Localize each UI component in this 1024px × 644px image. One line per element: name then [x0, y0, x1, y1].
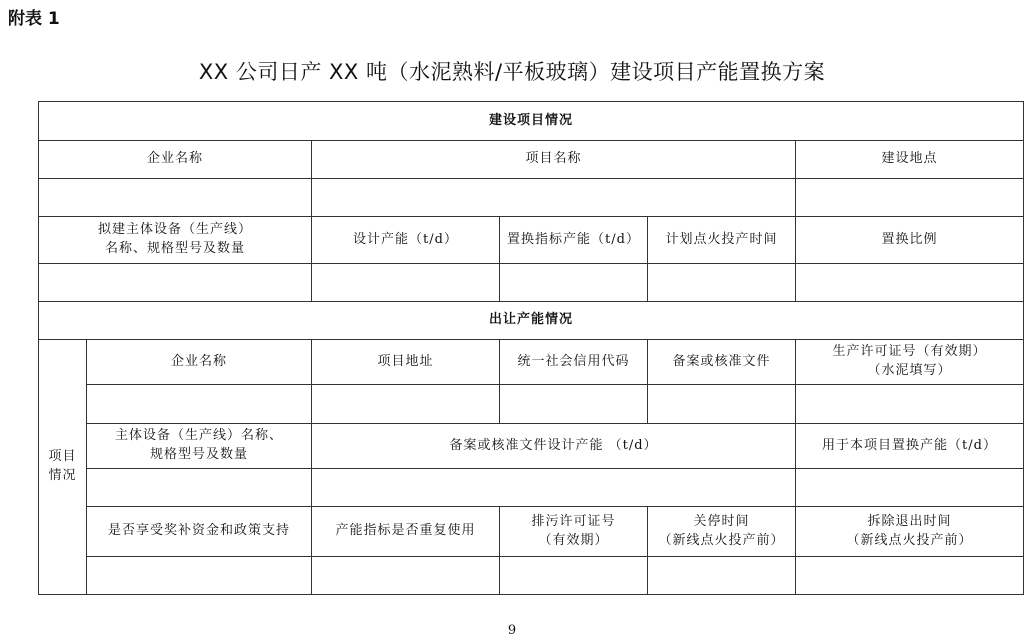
header-duplicate-use: 产能指标是否重复使用 — [312, 507, 500, 557]
header-subsidy: 是否享受奖补资金和政策支持 — [87, 507, 312, 557]
input-production-license[interactable] — [796, 385, 1024, 424]
header-planned-equipment-line1: 拟建主体设备（生产线） — [97, 222, 252, 238]
header-used-capacity: 用于本项目置换产能（t/d） — [796, 424, 1024, 469]
header-filing-docs: 备案或核准文件 — [648, 340, 796, 385]
header-enterprise-name: 企业名称 — [39, 141, 312, 179]
section-construction-title: 建设项目情况 — [39, 102, 1024, 141]
page-number: 9 — [507, 623, 517, 638]
annex-label: 附表 1 — [8, 9, 60, 29]
header-project-address: 项目地址 — [312, 340, 500, 385]
side-label-line1: 项目 — [48, 449, 77, 465]
header-demolition-time — [796, 507, 1024, 557]
input-subsidy[interactable] — [87, 557, 312, 595]
header-shutdown-time — [648, 507, 796, 557]
input-shutdown-time[interactable] — [648, 557, 796, 595]
header-discharge-permit-line1: 排污许可证号 — [531, 513, 616, 529]
header-filing-design-capacity: 备案或核准文件设计产能 （t/d） — [312, 424, 796, 469]
input-duplicate-use[interactable] — [312, 557, 500, 595]
input-enterprise-name[interactable] — [39, 179, 312, 217]
side-label-line2: 情况 — [48, 468, 77, 483]
header-discharge-permit — [500, 507, 648, 557]
header-project-name: 项目名称 — [312, 141, 796, 179]
header-replacement-capacity: 置换指标产能（t/d） — [500, 217, 648, 264]
input-credit-code[interactable] — [500, 385, 648, 424]
header-planned-equipment — [39, 217, 312, 264]
input-discharge-permit[interactable] — [500, 557, 648, 595]
header-credit-code: 统一社会信用代码 — [500, 340, 648, 385]
input-planned-equipment[interactable] — [39, 264, 312, 302]
page-title: XX 公司日产 XX 吨（水泥熟料/平板玻璃）建设项目产能置换方案 — [198, 60, 826, 84]
header-transfer-enterprise-name: 企业名称 — [87, 340, 312, 385]
header-production-license — [796, 340, 1024, 385]
input-location[interactable] — [796, 179, 1024, 217]
input-project-name[interactable] — [312, 179, 796, 217]
input-design-capacity[interactable] — [312, 264, 500, 302]
header-shutdown-time-line2: （新线点火投产前） — [658, 532, 785, 548]
header-planned-ignition: 计划点火投产时间 — [648, 217, 796, 264]
header-shutdown-time-line1: 关停时间 — [693, 513, 750, 529]
input-demolition-time[interactable] — [796, 557, 1024, 595]
header-transfer-equipment — [87, 424, 312, 469]
header-production-license-line1: 生产许可证号（有效期） — [832, 344, 987, 360]
header-design-capacity: 设计产能（t/d） — [312, 217, 500, 264]
input-used-capacity[interactable] — [796, 469, 1024, 507]
side-label-project-info — [39, 340, 87, 595]
section-transfer-title: 出让产能情况 — [39, 302, 1024, 340]
header-production-license-line2: （水泥填写） — [867, 363, 952, 378]
input-replacement-ratio[interactable] — [796, 264, 1024, 302]
capacity-replacement-table — [38, 101, 1024, 595]
input-transfer-enterprise-name[interactable] — [87, 385, 312, 424]
header-discharge-permit-line2: （有效期） — [538, 532, 609, 548]
header-transfer-equipment-line2: 规格型号及数量 — [149, 447, 248, 462]
input-replacement-capacity[interactable] — [500, 264, 648, 302]
header-location: 建设地点 — [796, 141, 1024, 179]
header-planned-equipment-line2: 名称、规格型号及数量 — [104, 241, 245, 256]
header-demolition-time-line1: 拆除退出时间 — [867, 513, 952, 529]
input-project-address[interactable] — [312, 385, 500, 424]
input-filing-design-capacity[interactable] — [312, 469, 796, 507]
input-planned-ignition[interactable] — [648, 264, 796, 302]
header-transfer-equipment-line1: 主体设备（生产线）名称、 — [114, 428, 283, 444]
input-transfer-equipment[interactable] — [87, 469, 312, 507]
input-filing-docs[interactable] — [648, 385, 796, 424]
header-replacement-ratio: 置换比例 — [796, 217, 1024, 264]
header-demolition-time-line2: （新线点火投产前） — [846, 532, 973, 548]
